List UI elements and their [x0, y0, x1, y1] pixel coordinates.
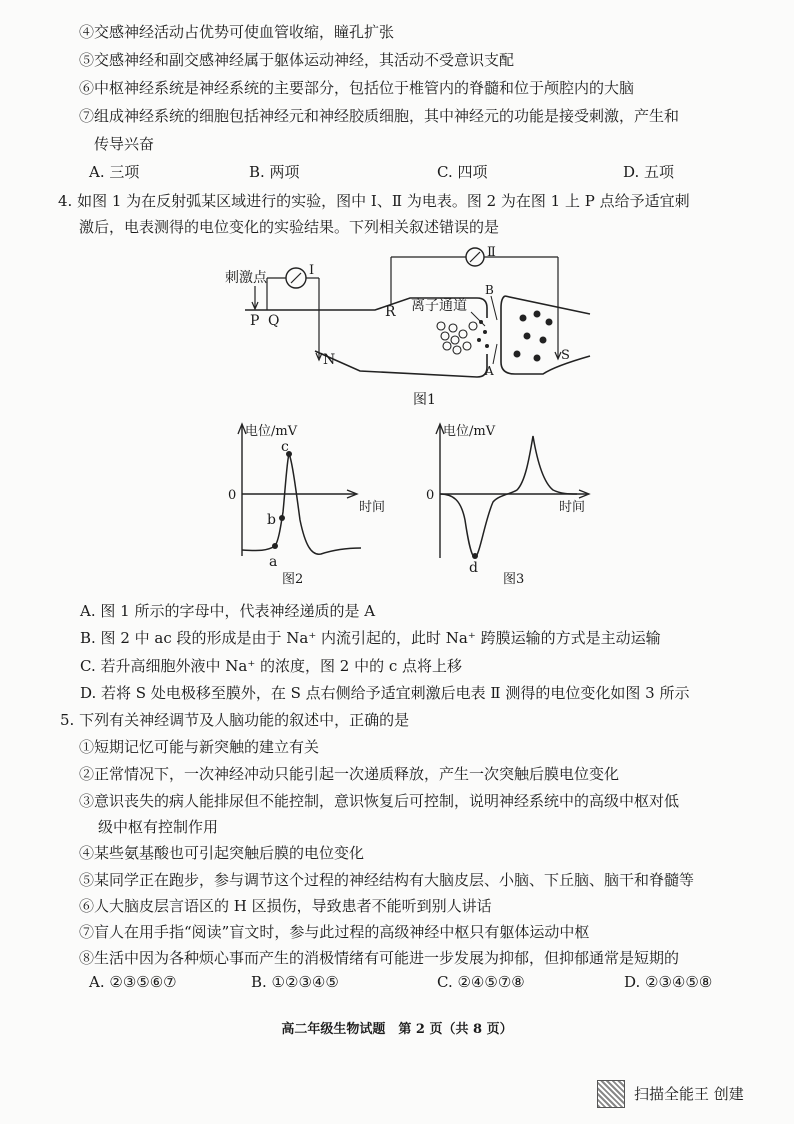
label-p: P [250, 313, 260, 329]
axon-membrane-bottom [315, 351, 487, 377]
figure-3 [425, 420, 595, 592]
q3-option-d: D. 五项 [623, 163, 675, 181]
postsynaptic-membrane [501, 296, 590, 374]
label-meter-1: Ⅰ [309, 263, 315, 278]
fig2-label-a: a [269, 554, 278, 570]
q3-item-4: ④交感神经活动占优势可使血管收缩，瞳孔扩张 [79, 23, 395, 41]
label-a: A [485, 364, 494, 378]
scanner-watermark: 扫描全能王 创建 [634, 1085, 744, 1103]
label-meter-2: Ⅱ [487, 246, 496, 260]
fig3-xlabel: 时间 [559, 500, 586, 515]
fig1-caption: 图1 [413, 392, 436, 408]
q4-option-a: A. 图 1 所示的字母中，代表神经递质的是 A [80, 602, 376, 620]
q5-option-c: C. ②④⑤⑦⑧ [437, 973, 525, 991]
label-s: S [561, 348, 570, 363]
fig3-label-d: d [469, 560, 478, 576]
fig2-label-b: b [267, 512, 276, 528]
label-b: B [485, 283, 494, 297]
q5-option-d: D. ②③④⑤⑧ [624, 973, 713, 991]
q5-item-3-cont: 级中枢有控制作用 [98, 818, 219, 836]
label-q: Q [268, 313, 280, 329]
q3-option-c: C. 四项 [437, 163, 488, 181]
figure-2 [225, 420, 385, 592]
label-n: N [323, 352, 336, 368]
q5-options [0, 972, 794, 992]
fig3-curve [440, 436, 577, 558]
label-r: R [385, 304, 396, 320]
label-channel: 离子通道 [411, 298, 467, 314]
q5-item-8: ⑧生活中因为各种烦心事而产生的消极情绪有可能进一步发展为抑郁，但抑郁通常是短期的 [79, 949, 680, 967]
q3-item-7-cont: 传导兴奋 [94, 135, 155, 153]
label-stim: 刺激点 [225, 270, 267, 286]
fig2-point-a [272, 543, 278, 549]
fig3-ylabel: 电位/mV [443, 424, 496, 439]
q3-options [0, 162, 794, 182]
scanner-logo-icon [597, 1080, 625, 1108]
q3-option-a: A. 三项 [89, 163, 140, 181]
fig3-caption: 图3 [503, 572, 525, 587]
q5-item-2: ②正常情况下，一次神经冲动只能引起一次递质释放，产生一次突触后膜电位变化 [79, 765, 620, 783]
q3-item-5: ⑤交感神经和副交感神经属于躯体运动神经，其活动不受意识支配 [79, 51, 515, 69]
receptors [514, 311, 553, 362]
fig2-zero: 0 [228, 488, 237, 503]
q5-item-3: ③意识丧失的病人能排尿但不能控制，意识恢复后可控制，说明神经系统中的高级中枢对低 [79, 792, 680, 810]
q5-item-5: ⑤某同学正在跑步，参与调节这个过程的神经结构有大脑皮层、小脑、下丘脑、脑干和脊髓等 [79, 871, 695, 889]
fig3-point-d [472, 553, 478, 559]
q3-option-b: B. 两项 [249, 163, 300, 181]
q5-stem: 5. 下列有关神经调节及人脑功能的叙述中，正确的是 [60, 711, 410, 729]
fig2-caption: 图2 [282, 572, 304, 587]
q3-item-7: ⑦组成神经系统的细胞包括神经元和神经胶质细胞，其中神经元的功能是接受刺激，产生和 [79, 107, 680, 125]
q5-option-a: A. ②③⑤⑥⑦ [89, 973, 177, 991]
q5-item-1: ①短期记忆可能与新突触的建立有关 [79, 738, 320, 756]
q3-item-6: ⑥中枢神经系统是神经系统的主要部分，包括位于椎管内的脊髓和位于颅腔内的大脑 [79, 79, 635, 97]
figure-1 [215, 246, 595, 411]
synaptic-vesicles [437, 322, 477, 354]
q4-option-c: C. 若升高细胞外液中 Na⁺ 的浓度，图 2 中的 c 点将上移 [80, 657, 463, 675]
q5-item-7: ⑦盲人在用手指“阅读”盲文时，参与此过程的高级神经中枢只有躯体运动中枢 [79, 923, 590, 941]
q4-option-b: B. 图 2 中 ac 段的形成是由于 Na⁺ 内流引起的，此时 Na⁺ 跨膜运输的方式是主动运输 [80, 629, 661, 647]
fig2-xlabel: 时间 [359, 500, 385, 515]
q5-item-4: ④某些氨基酸也可引起突触后膜的电位变化 [79, 844, 365, 862]
fig3-zero: 0 [426, 488, 435, 503]
fig2-point-b [279, 515, 285, 521]
q4-stem-1: 4. 如图 1 为在反射弧某区域进行的实验，图中 Ⅰ、Ⅱ 为电表。图 2 为在图 1 上 P 点给予适宜刺 [58, 192, 690, 210]
fig2-label-c: c [281, 439, 289, 455]
q5-item-6: ⑥人大脑皮层言语区的 H 区损伤，导致患者不能听到别人讲话 [79, 897, 492, 915]
page-footer: 高二年级生物试题 第 2 页（共 8 页） [281, 1022, 513, 1037]
q4-stem-2: 激后，电表测得的电位变化的实验结果。下列相关叙述错误的是 [79, 218, 500, 236]
q4-option-d: D. 若将 S 处电极移至膜外，在 S 点右侧给予适宜刺激后电表 Ⅱ 测得的电位变化如图 3 所示 [80, 684, 690, 702]
fig2-ylabel: 电位/mV [245, 424, 298, 439]
q5-option-b: B. ①②③④⑤ [251, 973, 339, 991]
fig2-curve [242, 454, 361, 554]
